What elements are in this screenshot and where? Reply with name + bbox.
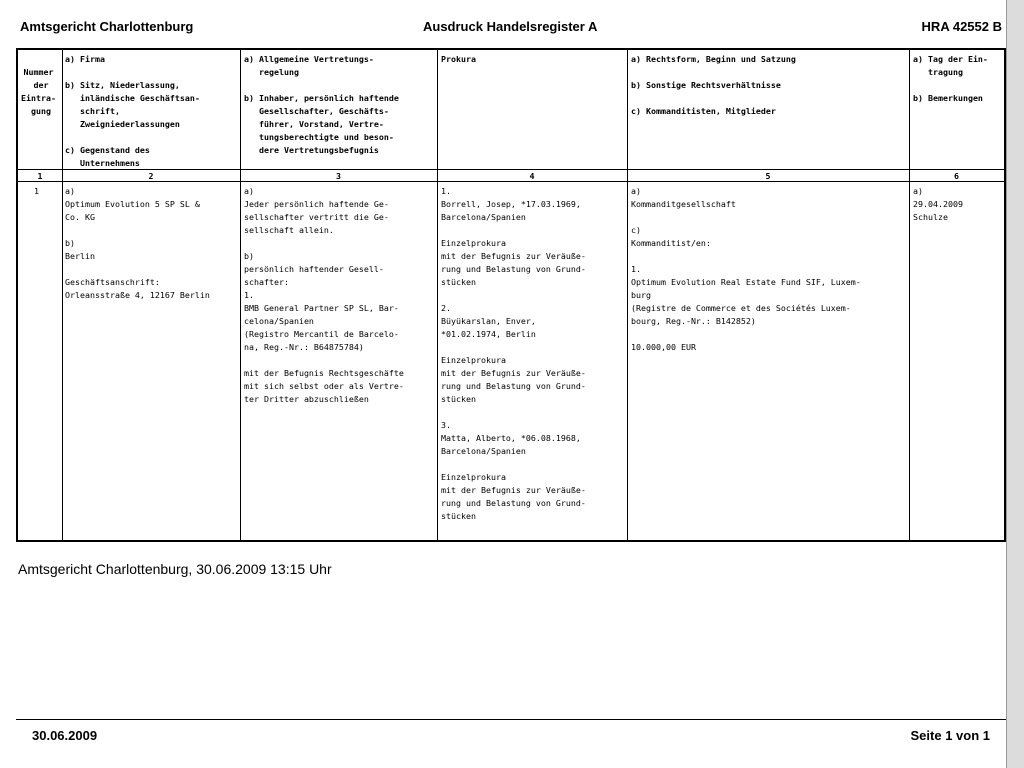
col-divider (909, 50, 910, 540)
col-divider (627, 50, 628, 540)
col-number: 6 (954, 171, 959, 181)
page-indicator: Seite 1 von 1 (910, 728, 990, 743)
col-number: 5 (765, 171, 771, 181)
entry-prokura: 1. Borrell, Josep, *17.03.1969, Barcelona/Spanien Einzelprokura mit der Befugnis zur Veräuße- rung und Belastung von Grund- stücken 2. Büyükarslan, Enver, *01.02.1974, Berlin Einzelprokura mit der Befugnis zur Veräuße- rung und Belastung von Grund- stücken 3. Matta, Alberto, *06.08.1968, Barcelona/Spanien Einzelprokura mit der Befugnis zur Veräuße- rung und Belastung von Grund- stücken (441, 186, 586, 521)
entry-representation: a) Jeder persönlich haftende Ge- sellschafter vertritt die Ge- sellschaft allein. b) persönlich haftender Gesell- schafter: 1. BMB General Partner SP SL, Bar- celona/Spanien (Registro Mercantil de Barcelo- na, Reg.-Nr.: B64875784) mit der Befugnis Rechtsgeschäfte mit sich selbst oder als Vertre- ter Dritter abzuschließen (244, 186, 404, 404)
entry-firm: a) Optimum Evolution 5 SP SL & Co. KG b) Berlin Geschäftsanschrift: Orleansstraße 4, 12167 Berlin (65, 186, 210, 300)
col-number: 2 (148, 171, 154, 181)
entry-date: a) 29.04.2009 Schulze (913, 186, 963, 222)
entry-legal-form: a) Kommanditgesellschaft c) Kommanditist/en: 1. Optimum Evolution Real Estate Fund SIF, Luxem- burg (Registre de Commerce et des Sociétés Luxem- bourg, Reg.-Nr.: B142852) 10.000,00 EUR (631, 186, 861, 352)
entry-number: 1 (34, 186, 39, 196)
footer-rule (16, 719, 1006, 720)
col4-header: Prokura (441, 54, 476, 64)
col3-header: a) Allgemeine Vertretungs- regelung b) Inhaber, persönlich haftende Gesellschafter, Geschäfts- führer, Vorstand, Vertre- tungsberechtigte und beson- dere Vertretungsbefugnis (244, 54, 399, 155)
col-number: 1 (37, 171, 43, 181)
register-table (16, 48, 1006, 542)
court-name: Amtsgericht Charlottenburg (20, 19, 194, 34)
col-divider (240, 50, 241, 540)
col5-header: a) Rechtsform, Beginn und Satzung b) Sonstige Rechtsverhältnisse c) Kommanditisten, Mitglieder (631, 54, 796, 116)
document-title: Ausdruck Handelsregister A (423, 19, 598, 34)
col6-header: a) Tag der Ein- tragung b) Bemerkungen (913, 54, 988, 103)
col1-header: Nummer der Eintra- gung (21, 67, 56, 116)
register-number: HRA 42552 B (921, 19, 1002, 34)
print-stamp: Amtsgericht Charlottenburg, 30.06.2009 13:15 Uhr (18, 561, 332, 577)
col-divider (62, 50, 63, 540)
col2-header: a) Firma b) Sitz, Niederlassung, inländische Geschäftsan- schrift, Zweigniederlassungen c) Gegenstand des Unternehmens (65, 54, 200, 168)
page-edge (1006, 0, 1024, 768)
footer-date: 30.06.2009 (32, 728, 98, 743)
col-number: 3 (336, 171, 341, 181)
col-number: 4 (529, 171, 535, 181)
col-divider (437, 50, 438, 540)
